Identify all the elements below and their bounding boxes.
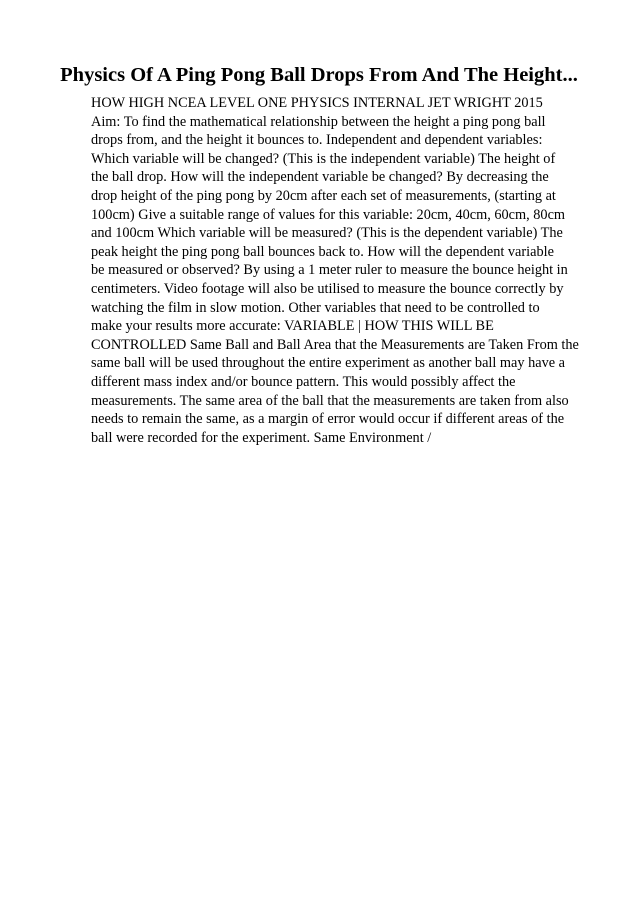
body-line: be measured or observed? By using a 1 meter ruler to measure the bounce height in xyxy=(91,262,568,279)
body-line: needs to remain the same, as a margin of error would occur if different areas of the xyxy=(91,411,565,428)
body-line: Which variable will be changed? (This is the independent variable) The height of xyxy=(91,150,556,167)
body-line: different mass index and/or bounce pattern. This would possibly affect the xyxy=(91,373,516,390)
body-line: ball were recorded for the experiment. Same Environment / xyxy=(91,429,432,446)
body-line: Aim: To find the mathematical relationship between the height a ping pong ball xyxy=(91,113,546,130)
document-body xyxy=(91,94,593,447)
body-line: 100cm) Give a suitable range of values for this variable: 20cm, 40cm, 60cm, 80cm xyxy=(91,206,566,223)
body-line: make your results more accurate: VARIABLE | HOW THIS WILL BE xyxy=(91,318,494,335)
body-line: measurements. The same area of the ball that the measurements are taken from also xyxy=(91,392,569,409)
body-line: drop height of the ping pong by 20cm after each set of measurements, (starting at xyxy=(91,187,556,204)
body-line: peak height the ping pong ball bounces back to. How will the dependent variable xyxy=(91,243,554,260)
body-line: the ball drop. How will the independent variable be changed? By decreasing the xyxy=(91,169,549,186)
body-line: HOW HIGH NCEA LEVEL ONE PHYSICS INTERNAL JET WRIGHT 2015 xyxy=(91,95,543,111)
body-line: watching the film in slow motion. Other variables that need to be controlled to xyxy=(91,299,540,316)
body-line: and 100cm Which variable will be measured? (This is the dependent variable) The xyxy=(91,225,563,242)
body-line: centimeters. Video footage will also be utilised to measure the bounce correctly by xyxy=(91,280,564,297)
body-line: CONTROLLED Same Ball and Ball Area that the Measurements are Taken From the xyxy=(91,336,579,353)
body-line: drops from, and the height it bounces to. Independent and dependent variables: xyxy=(91,132,543,149)
document-title: Physics Of A Ping Pong Ball Drops From And The Height... xyxy=(60,64,578,86)
body-line: same ball will be used throughout the entire experiment as another ball may have a xyxy=(91,355,566,372)
